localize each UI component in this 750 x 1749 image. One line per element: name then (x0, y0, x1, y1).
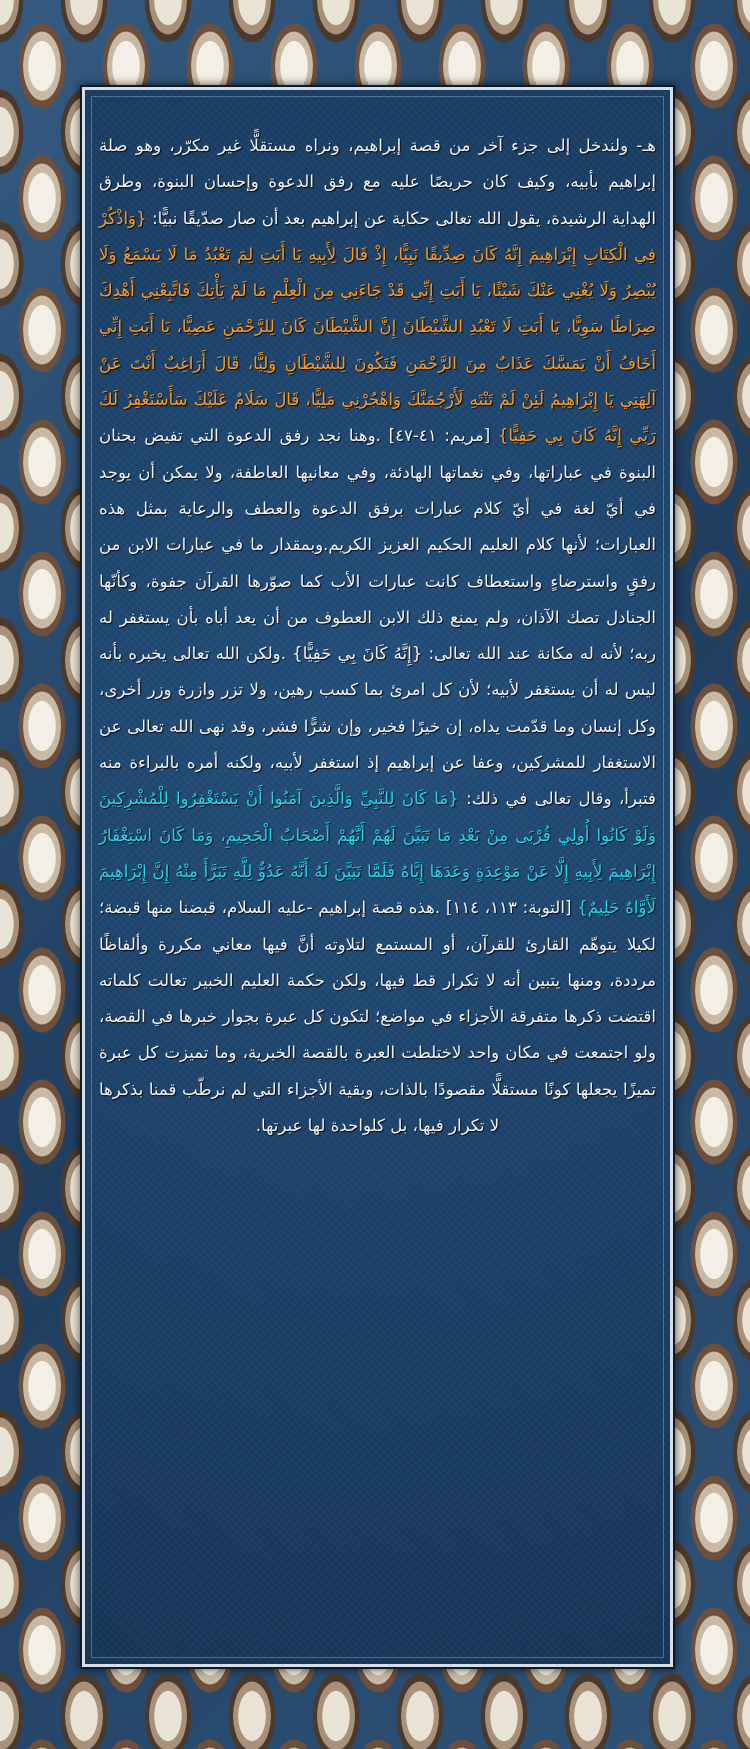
text-panel (82, 87, 673, 1667)
commentary-text: [مريم: ٤١-٤٧] .وهنا نجد رفق الدعوة التي تفيض بحنان البنوة في عباراتها، وفي نغماتها الهادئة، وفي معانيها العاطفة، ولا يمكن أن يوجد في أيّ لغة في أيّ كلام عبارات برفق الدعوة والعطف والرعاية بمثل هذه العبارات؛ لأنها كلام العليم الحكيم العزيز الكريم.وبمقدار ما في عبارات الابن من رفقٍ واسترضاءٍ واستعطاف كانت عبارات الأب كما صوّرها القرآن جفوة، وكأنّها الجنادل تصك الآذان، ولم يمنع ذلك الابن العطوف من أن يعد أباه بأن يستغفر له ربه؛ لأنه له مكانة عند الله تعالى: {إِنَّهُ كَانَ بِي حَفِيًّا} .ولكن الله تعالى يخبره بأنه ليس له أن يستغفر لأبيه؛ لأن كل امرئ بما كسب رهين، ولا تزر وازرة وزر أخرى، وكل إنسان وما قدّمت يداه، إن خيرًا فخير، وإن شرًّا فشر، وقد نهى الله تعالى عن الاستغفار للمشركين، وعفا عن إبراهيم إذ استغفر لأبيه، ولكنه أمره بالبراءة منه فتبرأ، وقال تعالى في ذلك: (99, 426, 656, 809)
quran-verse-tawbah: {مَا كَانَ لِلنَّبِيِّ وَالَّذِينَ آمَنُوا أَنْ يَسْتَغْفِرُوا لِلْمُشْرِكِينَ وَلَوْ كَانُوا أُولِي قُرْبَى مِنْ بَعْدِ مَا تَبَيَّنَ لَهُمْ أَنَّهُمْ أَصْحَابُ الْجَحِيمِ، وَمَا كَانَ اسْتِغْفَارُ إِبْرَاهِيمَ لِأَبِيهِ إِلَّا عَنْ مَوْعِدَةٍ وَعَدَهَا إِيَّاهُ فَلَمَّا تَبَيَّنَ لَهُ أَنَّهُ عَدُوٌّ لِلَّهِ تَبَرَّأَ مِنْهُ إِنَّ إِبْرَاهِيمَ لَأَوَّاهٌ حَلِيمٌ} (99, 789, 656, 918)
article-body (99, 128, 656, 1144)
intro-text: هـ- ولندخل إلى جزء آخر من قصة إبراهيم، ونراه مستقلًّا غير مكرّر، وهو صلة إبراهيم بأبيه، وكيف كان حريصًا عليه مع رفق الدعوة وإحسان البنوة، وطرق الهداية الرشيدة، يقول الله تعالى حكاية عن إبراهيم بعد أن صار صدّيقًا نبيًّا: (99, 136, 656, 228)
article-paragraph (99, 128, 656, 1144)
quran-verse-maryam: {وَاذْكُرْ فِي الْكِتَابِ إِبْرَاهِيمَ إِنَّهُ كَانَ صِدِّيقًا نَبِيًّا، إِذْ قَالَ لِأَبِيهِ يَا أَبَتِ لِمَ تَعْبُدُ مَا لَا يَسْمَعُ وَلَا يُبْصِرُ وَلَا يُغْنِي عَنْكَ شَيْئًا، يَا أَبَتِ إِنِّي قَدْ جَاءَنِي مِنَ الْعِلْمِ مَا لَمْ يَأْتِكَ فَاتَّبِعْنِي أَهْدِكَ صِرَاطًا سَوِيًّا، يَا أَبَتِ لَا تَعْبُدِ الشَّيْطَانَ إِنَّ الشَّيْطَانَ كَانَ لِلرَّحْمَنِ عَصِيًّا، يَا أَبَتِ إِنِّي أَخَافُ أَنْ يَمَسَّكَ عَذَابٌ مِنَ الرَّحْمَنِ فَتَكُونَ لِلشَّيْطَانِ وَلِيًّا، قَالَ أَرَاغِبٌ أَنْتَ عَنْ آلِهَتِي يَا إِبْرَاهِيمُ لَئِنْ لَمْ تَنْتَهِ لَأَرْجُمَنَّكَ وَاهْجُرْنِي مَلِيًّا، قَالَ سَلَامٌ عَلَيْكَ سَأَسْتَغْفِرُ لَكَ رَبِّي إِنَّهُ كَانَ بِي حَفِيًّا} (99, 208, 656, 446)
conclusion-text: [التوبة: ١١٣، ١١٤] .هذه قصة إبراهيم -عليه السلام، قبضنا منها قبضة؛ لكيلا يتوهّم القارئ للقرآن، أو المستمع لتلاوته أنَّ فيها معاني مكررة وألفاظًا مرددة، ومنها يتبين أنه لا تكرار قط فيها، ولكن حكمة العليم الخبير تعالت كلماته اقتضت ذكرها متفرقة الأجزاء في مواضع؛ لتكون كل عبرة بجوار خبرها في القصة، ولو اجتمعت في مكان واحد لاختلطت العبرة بالقصة الخبرية، وما تميزت كل عبرة تميزًا يجعلها كونًا مستقلًّا مقصودًا بالذات، وبقية الأجزاء التي لم نرطّب قمنا بذكرها لا تكرار فيها، بل كلواحدة لها عبرتها. (99, 898, 656, 1136)
